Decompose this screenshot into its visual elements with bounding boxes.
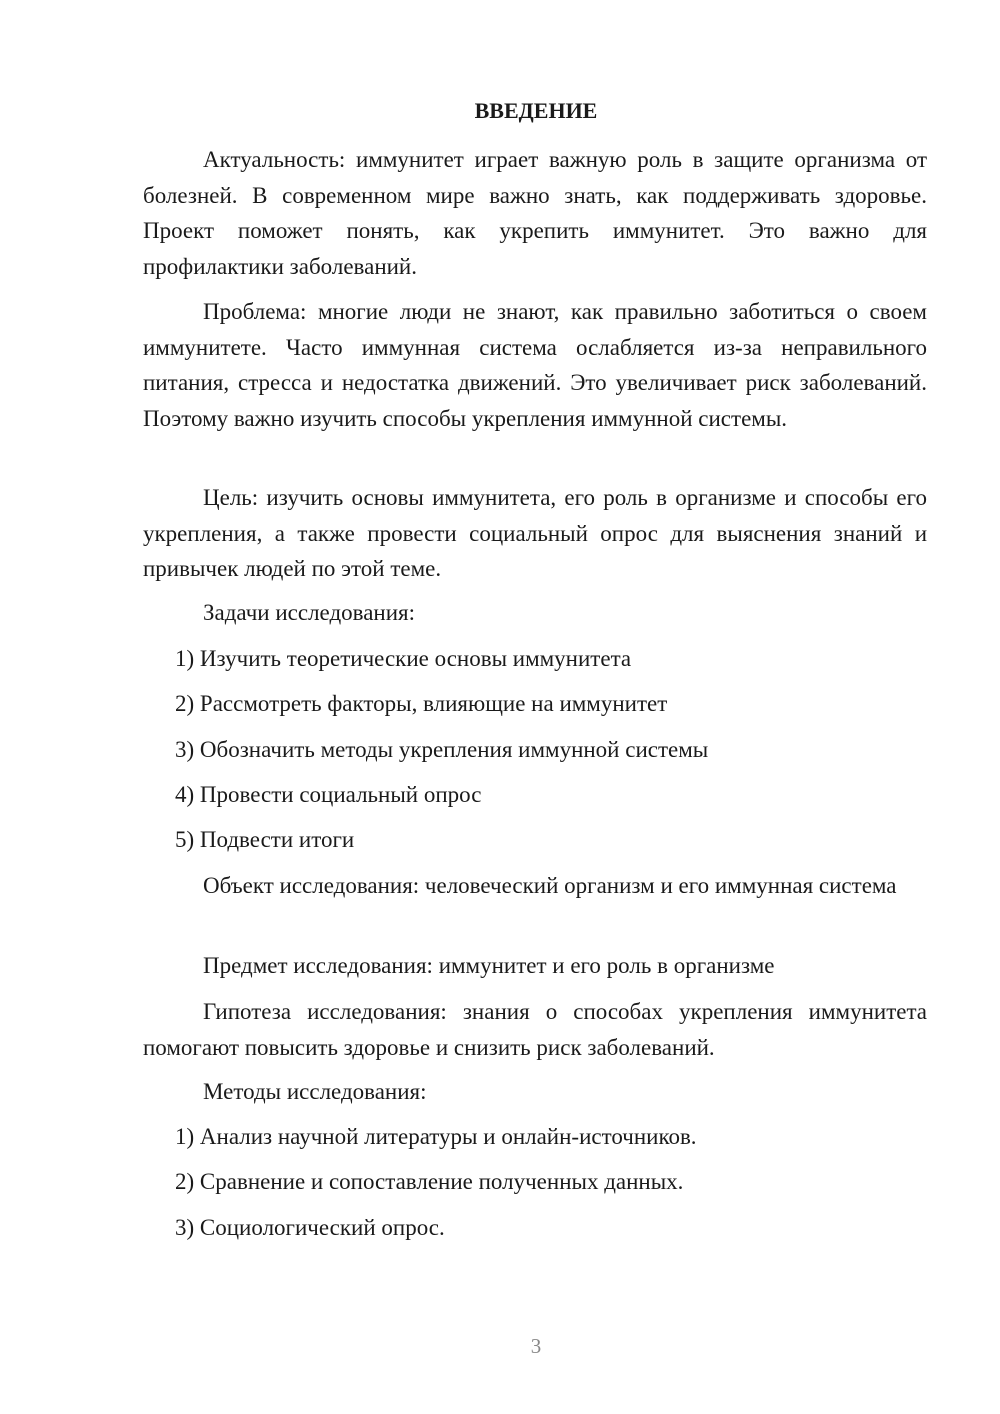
list-item: 1) Анализ научной литературы и онлайн-источников. <box>175 1124 697 1149</box>
subject-paragraph: Предмет исследования: иммунитет и его роль в организме <box>203 953 775 978</box>
goal-paragraph: Цель: изучить основы иммунитета, его роль в организме и способы его укрепления, а также провести социальный опрос для выяснения знаний и привычек людей по этой теме. <box>143 485 927 581</box>
list-item: 2) Рассмотреть факторы, влияющие на иммунитет <box>175 691 668 716</box>
methods-heading: Методы исследования: <box>203 1079 427 1104</box>
list-item: 2) Сравнение и сопоставление полученных данных. <box>175 1169 684 1194</box>
problem-paragraph: Проблема: многие люди не знают, как правильно заботиться о своем иммунитете. Часто иммунная система ослабляется из-за неправильного питания, стресса и недостатка движений. Это увеличивает риск заболеваний. Поэтому важно изучить способы укрепления иммунной системы. <box>143 299 927 431</box>
page-number: 3 <box>530 1334 542 1358</box>
list-item: 3) Социологический опрос. <box>175 1215 445 1240</box>
page-title: ВВЕДЕНИЕ <box>474 98 598 123</box>
object-paragraph: Объект исследования: человеческий организм и его иммунная система <box>203 873 897 898</box>
relevance-paragraph: Актуальность: иммунитет играет важную роль в защите организма от болезней. В современном мире важно знать, как поддерживать здоровье. Проект поможет понять, как укрепить иммунитет. Это важно для профилактики заболеваний. <box>143 147 927 279</box>
list-item: 5) Подвести итоги <box>175 827 355 852</box>
hypothesis-paragraph: Гипотеза исследования: знания о способах укрепления иммунитета помогают повысить здоровье и снизить риск заболеваний. <box>143 999 927 1060</box>
list-item: 3) Обозначить методы укрепления иммунной системы <box>175 737 709 762</box>
list-item: 1) Изучить теоретические основы иммунитета <box>175 646 632 671</box>
tasks-heading: Задачи исследования: <box>203 600 416 625</box>
list-item: 4) Провести социальный опрос <box>175 782 482 807</box>
